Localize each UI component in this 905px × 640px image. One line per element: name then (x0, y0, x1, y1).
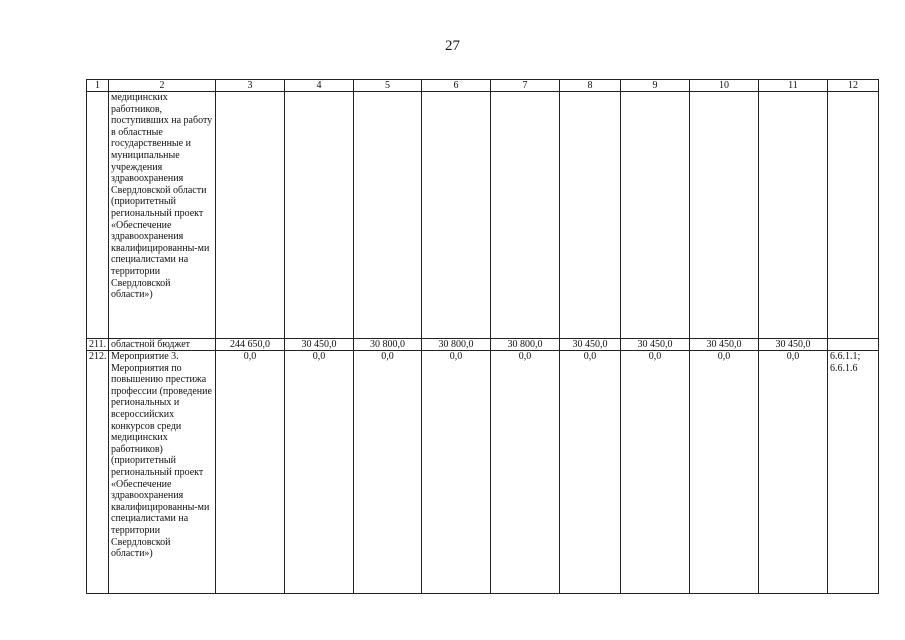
value-cell (422, 92, 491, 339)
header-cell: 12 (828, 80, 879, 92)
value-cell: 0,0 (690, 351, 759, 594)
header-cell: 10 (690, 80, 759, 92)
reference-cell: 6.6.1.1; 6.6.1.6 (828, 351, 879, 594)
row-description: Мероприятие 3. Мероприятия по повышению престижа профессии (проведение региональных и всероссийских конкурсов среди медицинских работников) (приоритетный региональный проект «Обеспечение здравоохранения квалифицированны-ми специалистами на территории Свердловской области») (109, 351, 216, 594)
table-row (87, 339, 879, 351)
header-cell: 9 (621, 80, 690, 92)
table-row (87, 351, 879, 594)
header-cell: 11 (759, 80, 828, 92)
row-number (87, 92, 109, 339)
value-cell (690, 92, 759, 339)
value-cell: 0,0 (285, 351, 354, 594)
value-cell: 0,0 (759, 351, 828, 594)
page-number: 27 (445, 38, 460, 54)
value-cell: 0,0 (491, 351, 560, 594)
value-cell (759, 92, 828, 339)
value-cell: 0,0 (422, 351, 491, 594)
header-cell: 3 (216, 80, 285, 92)
value-cell: 30 800,0 (354, 339, 422, 351)
value-cell: 0,0 (354, 351, 422, 594)
column-number-row (87, 80, 879, 92)
value-cell: 30 450,0 (690, 339, 759, 351)
value-cell (560, 92, 621, 339)
header-cell: 4 (285, 80, 354, 92)
header-cell: 6 (422, 80, 491, 92)
value-cell (285, 92, 354, 339)
row-number: 211. (87, 339, 109, 351)
reference-cell (828, 92, 879, 339)
value-cell: 30 450,0 (759, 339, 828, 351)
value-cell: 30 450,0 (285, 339, 354, 351)
row-number: 212. (87, 351, 109, 594)
value-cell (354, 92, 422, 339)
value-cell: 244 650,0 (216, 339, 285, 351)
header-cell: 1 (87, 80, 109, 92)
value-cell: 30 450,0 (560, 339, 621, 351)
value-cell: 30 450,0 (621, 339, 690, 351)
value-cell: 0,0 (560, 351, 621, 594)
value-cell: 0,0 (216, 351, 285, 594)
reference-cell (828, 339, 879, 351)
value-cell (491, 92, 560, 339)
value-cell: 30 800,0 (422, 339, 491, 351)
value-cell: 30 800,0 (491, 339, 560, 351)
value-cell (216, 92, 285, 339)
header-cell: 5 (354, 80, 422, 92)
table-row (87, 92, 879, 339)
header-cell: 2 (109, 80, 216, 92)
value-cell (621, 92, 690, 339)
header-cell: 7 (491, 80, 560, 92)
row-description: областной бюджет (109, 339, 216, 351)
program-table (86, 79, 879, 594)
header-cell: 8 (560, 80, 621, 92)
row-description: медицинских работников, поступивших на работу в областные государственные и муниципальные учреждения здравоохранения Свердловской области (приоритетный региональный проект «Обеспечение здравоохранения квалифицированны-ми специалистами на территории Свердловской области») (109, 92, 216, 339)
value-cell: 0,0 (621, 351, 690, 594)
